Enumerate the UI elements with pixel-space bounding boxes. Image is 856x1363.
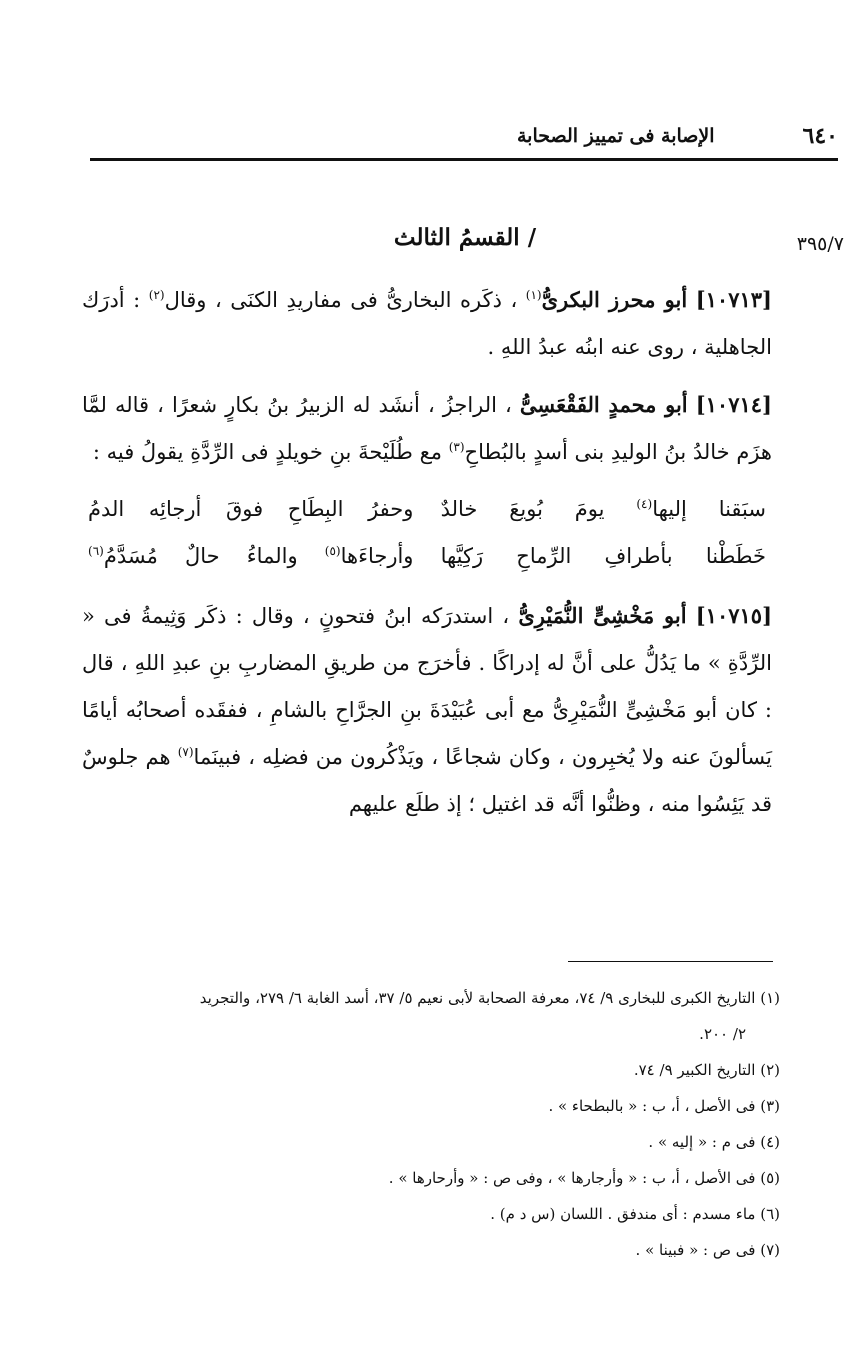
verse-text: يومَ بُويعَ خالدٌ xyxy=(440,497,605,521)
entry-number: [١٠٧١٣] xyxy=(695,287,772,312)
entry-number: [١٠٧١٥] xyxy=(695,603,773,628)
footnote: (١) التاريخ الكبرى للبخارى ٩/ ٧٤، معرفة الصحابة لأبى نعيم ٥/ ٣٧، أسد الغابة ٦/ ٢٧٩، والتجريد xyxy=(199,989,780,1007)
footnote: (٣) فى الأصل ، أ، ب : « بالبطحاء » . xyxy=(548,1097,780,1115)
entry-text: مع طُلَيْحةَ بنِ خويلدٍ فى الرِّدَّةِ يقولُ فيه : xyxy=(92,440,442,464)
hemistich-second xyxy=(88,533,413,580)
header-rule xyxy=(90,158,838,161)
main-text xyxy=(82,276,772,838)
footnote-marker: (٢) xyxy=(148,288,165,302)
entry-text: ، استدرَكه ابنُ فتحونٍ ، وقال : ذكَر وَثِيمةُ فى « الرِّدَّةِ » ما يَدُلُّ على أنَّ له إدراكًا . فأخرَج من طريقِ المضاربِ بنِ عبدِ اللهِ ، قال : كان أبو مَخْشِىٍّ النُّمَيْرِىُّ مع أبى عُبَيْدَةَ بنِ الجرَّاحِ بالشامِ ، ففقَده أصحابُه أيامًا يَسألونَ عنه ولا يُخبِرون ، وكان شجاعًا ، ويَذْكُرون من فضلِه ، فبينَما xyxy=(82,604,772,769)
hemistich-first xyxy=(441,486,766,533)
footnote-marker: (١) xyxy=(525,288,542,302)
verse-text: وأرجاءَها xyxy=(340,544,414,568)
footnote-marker: (٧) xyxy=(177,745,194,759)
footnote: (٥) فى الأصل ، أ، ب : « وأرجارها » ، وفى ص : « وأرحارها » . xyxy=(388,1169,780,1187)
section-heading: / القسمُ الثالث xyxy=(393,224,537,251)
page-number: ٦٤٠ xyxy=(802,123,838,149)
footnote: (٢) التاريخ الكبير ٩/ ٧٤. xyxy=(633,1061,780,1079)
verse-text: وحفرُ البِطَاحِ فوقَ أرجائِه الدمُ xyxy=(88,497,414,521)
footnote-marker: (٣) xyxy=(448,440,465,454)
verse-text: والماءُ حالٌ مُسَدَّمُ xyxy=(103,544,298,568)
margin-reference: ٣٩٥/٧ xyxy=(796,233,844,255)
entry-name: أبو مَخْشِىٍّ النُّمَيْرِىُّ xyxy=(518,603,687,628)
hemistich-first xyxy=(441,533,766,580)
entry-text: هم جلوسٌ قد يَئِسُوا منه ، وظنُّوا أنَّه قد اغتيل ؛ إذ طلَع عليهم xyxy=(82,745,772,816)
running-title: الإصابة فى تمييز الصحابة xyxy=(516,125,715,147)
entry-10713 xyxy=(82,276,772,371)
footnote: (٤) فى م : « إليه » . xyxy=(648,1133,780,1151)
footnote-marker: (٥) xyxy=(324,544,341,558)
footnote-rule xyxy=(568,961,773,962)
footnote-marker: (٤) xyxy=(636,497,653,511)
entry-text: : أدرَك الجاهلية ، روى عنه ابنُه عبدُ اللهِ . xyxy=(82,288,772,359)
footnotes xyxy=(90,980,780,1268)
hemistich-second xyxy=(88,486,413,533)
entry-10714 xyxy=(82,381,772,476)
footnote-marker: (٦) xyxy=(88,544,104,558)
entry-text: ، ذكَره البخارىُّ فى مفاريدِ الكنَى ، وقال xyxy=(164,288,518,312)
entry-text: ، الراجزُ ، أنشَد له الزبيرُ بنُ بكارٍ شعرًا ، قاله لمَّا هزَم خالدُ بنُ الوليدِ بنى أسدٍ بالبُطاحِ xyxy=(82,393,772,464)
poem xyxy=(82,486,772,580)
verse-text: سبَقنا إليها xyxy=(652,497,766,521)
entry-name: أبو محمدٍ الفَقْعَسِىُّ xyxy=(519,392,688,417)
poem-verse xyxy=(82,533,772,580)
footnote: (٦) ماء مسدم : أى مندفق . اللسان (س د م) . xyxy=(490,1205,780,1223)
verse-text: خَطَطْنا بأطرافِ الرِّماحِ رَكِيَّها xyxy=(440,544,766,568)
footnote-continuation: ٢/ ٢٠٠. xyxy=(699,1025,746,1043)
entry-number: [١٠٧١٤] xyxy=(695,392,772,417)
page-header xyxy=(90,118,838,154)
entry-10715 xyxy=(82,592,772,828)
poem-verse xyxy=(82,486,772,533)
footnote: (٧) فى ص : « فبينا » . xyxy=(635,1241,780,1259)
entry-name: أبو محرز البكرىُّ xyxy=(541,287,688,312)
